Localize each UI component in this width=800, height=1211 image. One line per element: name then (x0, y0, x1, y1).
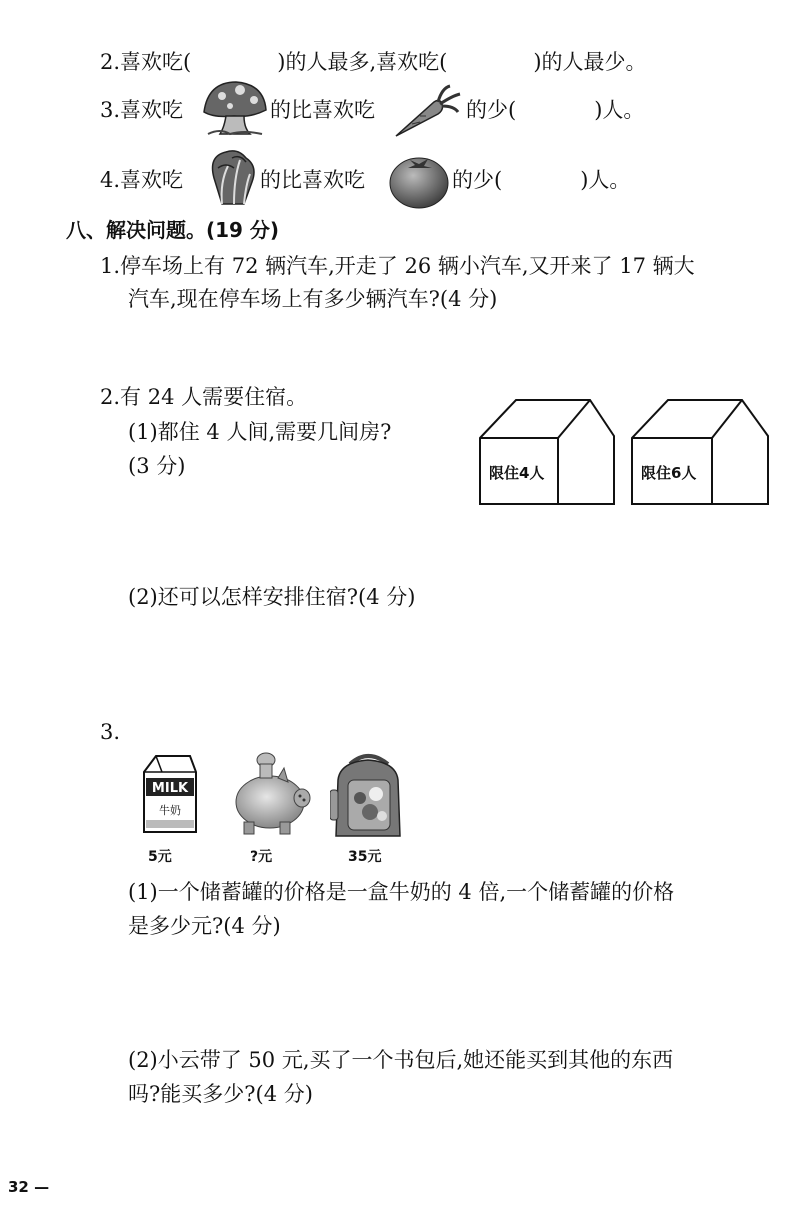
house-label-4: 限住4人 (489, 464, 545, 482)
question-number: 2. (100, 50, 121, 74)
milk-carton-text: MILK (151, 781, 189, 796)
problem-2-sub2: (2)还可以怎样安排住宿?(4 分) (128, 585, 416, 609)
text: )的人最多,喜欢吃( (277, 50, 448, 74)
text: 喜欢吃 (120, 168, 184, 192)
problem-3-number: 3. (100, 720, 121, 744)
question-4-row-mid (260, 166, 365, 194)
text: )人。 (580, 168, 631, 192)
problem-3-sub2-line-1: (2)小云带了 50 元,买了一个书包后,她还能买到其他的东西 (128, 1048, 674, 1072)
question-4-row (100, 166, 183, 194)
house-icon (630, 396, 770, 508)
question-2-row (100, 48, 647, 76)
carrot-icon (392, 84, 462, 140)
price-backpack: 35元 (348, 849, 382, 865)
mushroom-icon (200, 78, 268, 138)
problem-1-line-2: 汽车,现在停车场上有多少辆汽车?(4 分) (128, 287, 498, 311)
problem-2-sub1-line-1: (1)都住 4 人间,需要几间房? (128, 420, 392, 444)
problem-3-sub1-line-1: (1)一个储蓄罐的价格是一盒牛奶的 4 倍,一个储蓄罐的价格 (128, 880, 675, 904)
problem-1-line-1: 1.停车场上有 72 辆汽车,开走了 26 辆小汽车,又开来了 17 辆大 (100, 254, 695, 278)
text: 的少( (452, 168, 503, 192)
question-4-row-end (452, 166, 630, 194)
problem-2-sub1-line-2: (3 分) (128, 454, 186, 478)
tomato-icon (388, 150, 450, 210)
text: )的人最少。 (533, 50, 647, 74)
problem-2-intro: 2.有 24 人需要住宿。 (100, 385, 308, 409)
milk-carton-icon (140, 752, 200, 836)
question-number: 4. (100, 168, 121, 192)
text: 的比喜欢吃 (260, 168, 365, 192)
price-milk: 5元 (148, 849, 172, 865)
house-icon (478, 396, 618, 508)
question-3-row (100, 96, 183, 124)
question-3-row-end (466, 96, 644, 124)
text: 喜欢吃 (120, 98, 184, 122)
price-piggy-bank: ?元 (250, 849, 273, 865)
backpack-icon (330, 750, 406, 842)
problem-3-sub2-line-2: 吗?能买多少?(4 分) (128, 1082, 313, 1106)
cabbage-icon (204, 148, 258, 208)
text: )人。 (594, 98, 645, 122)
problem-3-sub1-line-2: 是多少元?(4 分) (128, 914, 281, 938)
question-3-row-mid (270, 96, 375, 124)
page-number: 32 — (8, 1178, 50, 1196)
text: 的少( (466, 98, 517, 122)
milk-carton-text-cn: 牛奶 (159, 804, 181, 817)
house-label-6: 限住6人 (641, 464, 697, 482)
piggy-bank-icon (232, 752, 312, 838)
text: 的比喜欢吃 (270, 98, 375, 122)
text: 喜欢吃( (120, 50, 192, 74)
section-heading: 八、解决问题。(19 分) (66, 218, 280, 242)
question-number: 3. (100, 98, 121, 122)
